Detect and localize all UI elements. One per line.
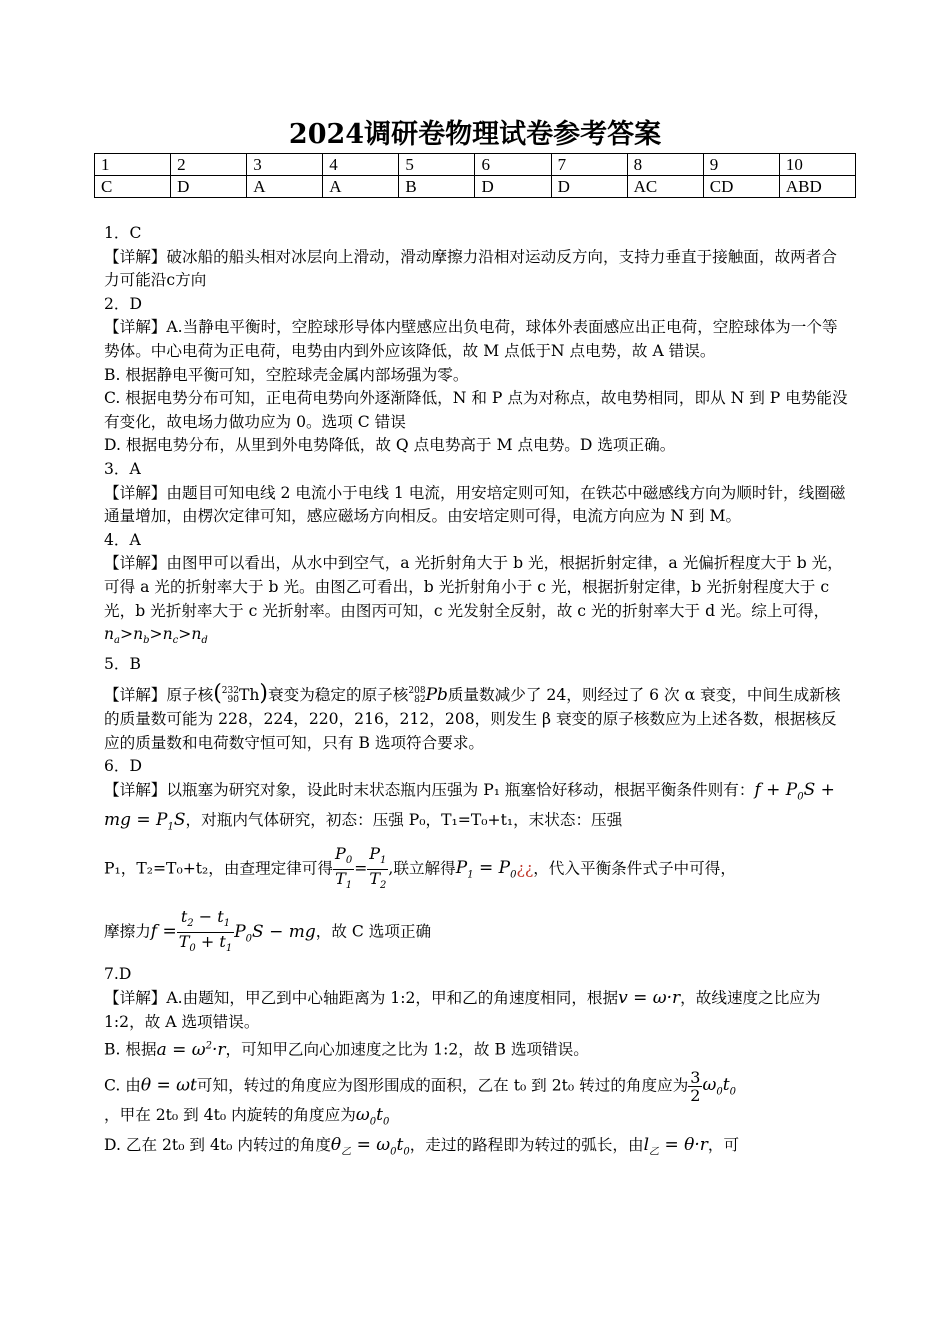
pb-charge-number: 82 [414,695,426,706]
fraction-temperature-ratio: $\frac{t_2 - t_1}{T_0 + t_1}$ [178,907,233,955]
q6-solution-formula: $P_1 = P_0$ [455,858,517,881]
arc-length-formula: $l_乙 = \theta\cdot r$ [643,1134,708,1158]
q3-tag: 【详解】 [104,483,167,502]
fraction-p0-t1: $\frac{P_0}{T_1}$ [335,843,353,892]
page-title: 2024调研卷物理试卷参考答案 [288,119,662,150]
q5-heading: 5．B [104,654,141,673]
table-cell: 6 [475,154,551,176]
equals-sign: = [354,859,368,878]
table-cell: 3 [247,154,323,176]
q7-text-c1: C. 由 [104,1076,141,1095]
q5-text-3: 质量数减少了 24，则经过了 6 次 α 衰变，中间生成新核的质量数可能为 228，224，220，216，212，208，则发生 β 衰变的原子核数应为上述各数，根据核反应的质量数和电荷数守恒可知，只有 B 选项符合要求。 [104,686,841,752]
friction-symbol: f = [150,921,177,942]
nucleus-paren-close: ) [259,681,269,707]
q7-explanation-b [104,1034,850,1062]
q6-explanation-1 [104,779,850,839]
fraction-three-halves: $\frac{3}{2}$ [690,1067,701,1105]
q6-balance-formula: $f + P_0S$ + mg = $P_1S$ [104,779,835,833]
q3-explanation [104,482,850,529]
q5-explanation [104,682,850,755]
q3-heading: 3．A [104,459,141,478]
q6-text-4: ,联立解得 [388,859,456,878]
fraction-p1-t2: $\frac{P_1}{T_2}$ [369,843,387,892]
q5-tag: 【详解】 [104,686,167,705]
table-cell: 5 [399,154,475,176]
q2-heading: 2．D [104,294,143,313]
angle-formula: θ = ωt [140,1075,197,1096]
lead-nucleus-numbers [408,687,425,705]
q5-text-2: 衰变为稳定的原子核 [268,686,409,705]
pb-symbol: Pb [425,685,448,706]
table-cell: D [475,176,551,198]
q7-text-b2: ，可知甲乙向心加速度之比为 1:2，故 B 选项错误。 [225,1040,589,1059]
table-cell: D [551,176,627,198]
q7-text-d2: ，走过的路程即为转过的弧长，由 [409,1135,644,1154]
q2-text-a: A.当静电平衡时，空腔球形导体内壁感应出负电荷，球体外表面感应出正电荷，空腔球体为一个等势体。中心电荷为正电荷，电势由内到外应该降低，故 M 点低于N 点电势，故 A 错误。 [104,318,838,360]
table-cell: B [399,176,475,198]
q7-heading: 7.D [104,965,132,984]
q6-heading: 6．D [104,757,143,776]
garbled-formula-glyph: ¿¿ [516,859,534,878]
q4-heading: 4．A [104,530,141,549]
table-cell: CD [703,176,779,198]
q7-text-a1: A.由题知，甲乙到中心轴距离为 1:2，甲和乙的角速度相同，根据 [166,989,619,1008]
th-symbol: Th [238,686,260,705]
q1-tag: 【详解】 [104,247,167,266]
q1-explanation [104,246,850,293]
table-cell: 1 [95,154,171,176]
table-cell: 7 [551,154,627,176]
q7-explanation-d [104,1134,850,1164]
table-cell: A [323,176,399,198]
theta-yi-formula: $\theta_乙 = \omega_0t_0$ [330,1134,410,1158]
q6-text-6: 摩擦力 [104,922,151,941]
table-cell: ABD [779,176,855,198]
q7-text-d3: ，可 [707,1135,740,1154]
q2-tag: 【详解】 [104,318,167,337]
q2-explanation-b: B. 根据静电平衡可知，空腔球壳金属内部场强为零。 [104,365,469,384]
friction-formula-tail: $P_0S$ − mg [234,921,316,945]
answer-table [94,153,856,198]
q1-heading: 1．C [104,224,142,242]
th-charge-number: 90 [227,695,239,706]
omega0-t0-expression: $\omega_0t_0$ [702,1075,736,1098]
table-cell: 4 [323,154,399,176]
table-cell: C [95,176,171,198]
q4-tag: 【详解】 [104,554,167,573]
table-cell: A [247,176,323,198]
table-cell: AC [627,176,703,198]
q6-text-3: P₁，T₂=T₀+t₂，由查理定律可得 [104,859,334,878]
nucleus-paren-open: ( [213,681,222,707]
q2-explanation-c: C. 根据电势分布可知，正电荷电势向外逐渐降低，N 和 P 点为对称点，故电势相同，即从 N 到 P 电势能没有变化，故电场力做功应为 0。选项 C 错误 [104,389,848,431]
answer-table-number-row [95,154,856,176]
q6-text-5: ，代入平衡条件式子中可得， [533,859,736,878]
q2-explanation-d: D. 根据电势分布，从里到外电势降低，故 Q 点电势高于 M 点电势。D 选项正确。 [104,436,676,455]
q4-refraction-order-formula: $n_a>n_b>n_c>n_d$ [104,625,208,647]
q4-text: 由图甲可以看出，从水中到空气，a 光折射角大于 b 光，根据折射定律，a 光偏折程度大于 b 光，可得 a 光的折射率大于 b 光。由图乙可看出，b 光折射角小于 c 光，根据折射定律，b 光折射程度大于 c 光，b 光折射率大于 c 光折射率。由图丙可知，c 光发射全反射，故 c 光的折射率大于 d 光。综上可得， [104,554,843,620]
q7-text-d1: D. 乙在 2t₀ 到 4t₀ 内转过的角度 [104,1135,331,1154]
q7-explanation-a [104,987,850,1034]
q7-text-c2: 可知，转过的角度应为图形围成的面积，乙在 t₀ 到 2t₀ 转过的角度应为 [196,1076,689,1095]
thorium-nucleus-numbers [222,687,239,705]
q7-explanation-c-cont [104,1104,850,1134]
q6-explanation-3 [104,908,850,957]
pb-mass-number: 208 [408,686,426,697]
table-cell: 2 [171,154,247,176]
q7-tag: 【详解】 [104,989,167,1008]
q5-text-1: 原子核 [166,686,214,705]
q1-text: 破冰船的船头相对冰层向上滑动，滑动摩擦力沿相对运动反方向，支持力垂直于接触面，故两者合力可能沿c方向 [104,247,837,290]
q6-explanation-2 [104,845,850,894]
table-cell: D [171,176,247,198]
table-cell: 10 [779,154,855,176]
q3-text: 由题目可知电线 2 电流小于电线 1 电流，用安培定则可知，在铁芯中磁感线方向为顺时针，线圈磁通量增加，由楞次定律可知，感应磁场方向相反。由安培定则可得，电流方向应为 N 到 M。 [104,483,846,526]
q7-text-b1: B. 根据 [104,1040,157,1059]
linear-velocity-formula: v = ω·r [618,988,681,1009]
table-cell: 8 [627,154,703,176]
answer-table-answer-row [95,176,856,198]
q7-text-a2: ，故线速度之比应为 1:2，故 A 选项错误。 [104,989,821,1031]
q4-explanation [104,552,850,652]
q7-text-c3: ，甲在 2t₀ 到 4t₀ 内旋转的角度应为 [104,1106,356,1124]
answer-explanations [104,222,850,1164]
q6-text-1: 以瓶塞为研究对象，设此时末状态瓶内压强为 P₁ 瓶塞恰好移动，根据平衡条件则有： [166,780,755,799]
q7-explanation-c [104,1069,850,1104]
q6-tag: 【详解】 [104,780,167,799]
centripetal-acceleration-formula: $a = \omega^2\cdot r$ [156,1039,226,1060]
omega0-t0-expression-2: $\omega_0t_0$ [355,1105,390,1128]
q2-explanation-a [104,316,850,363]
th-mass-number: 232 [221,686,239,697]
q6-text-7: ，故 C 选项正确 [315,922,432,941]
table-cell: 9 [703,154,779,176]
q6-text-2: ，对瓶内气体研究，初态：压强 P₀，T₁=T₀+t₁，末状态：压强 [185,810,623,829]
